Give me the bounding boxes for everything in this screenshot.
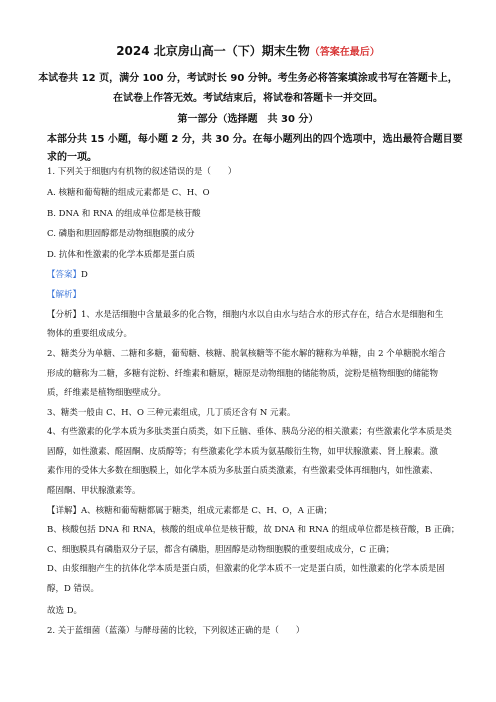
conclusion-line: 故选 D。 [47, 606, 83, 616]
q1-option-d: D. 抗体和性激素的化学本质都是蛋白质 [47, 250, 195, 260]
analysis-line: 3、糖类一般由 C、H、O 三种元素组成，几丁质还含有 N 元素。 [47, 408, 296, 418]
q1-option-a: A. 核糖和葡萄糖的组成元素都是 C、H、O [47, 188, 210, 198]
q1-stem: 1. 下列关于细胞内有机物的叙述错误的是（ ） [47, 167, 237, 177]
detail-line: B、核酸包括 DNA 和 RNA，核酸的组成单位是核苷酸，故 DNA 和 RNA 的组成单位都是核苷酸，B 正确； [47, 525, 460, 535]
analysis-line: 质，纤维素是植物细胞壁成分。 [47, 388, 167, 398]
q1-option-b: B. DNA 和 RNA 的组成单位都是核苷酸 [47, 209, 201, 219]
analysis-line: 2、糖类分为单糖、二糖和多糖，葡萄糖、核糖、脱氧核糖等不能水解的糖称为单糖，由 2 个单糖脱水缩合 [47, 349, 446, 359]
answer-value: D [81, 270, 88, 280]
analysis-line: 【分析】1、水是活细胞中含量最多的化合物，细胞内水以自由水与结合水的形式存在，结合水是细胞和生 [47, 310, 444, 320]
analysis-line: 醛固酮、甲状腺激素等。 [47, 486, 141, 496]
notice-line-2: 在试卷上作答无效。考试结束后，将试卷和答题卡一并交回。 [113, 93, 383, 104]
title-main: 2024 北京房山高一（下）期末生物 [116, 44, 310, 58]
part1-instruction-1: 本部分共 15 小题，每小题 2 分，共 30 分。在每小题列出的四个选项中，选出最符合题目要 [47, 134, 463, 145]
q1-answer [47, 269, 88, 281]
detail-line: D、由浆细胞产生的抗体化学本质是蛋白质，但激素的化学本质不一定是蛋白质，如性激素的化学本质是固 [47, 564, 445, 574]
title-answer-note: （答案在最后） [309, 47, 380, 58]
detail-line: 醇，D 错误。 [47, 584, 100, 594]
q1-option-c: C. 磷脂和胆固醇都是动物细胞膜的成分 [47, 229, 195, 239]
analysis-line: 素作用的受体大多数在细胞膜上，如化学本质为多肽蛋白质类激素，有些激素受体再细胞内，如性激素、 [47, 466, 439, 476]
analysis-line: 形成的糖称为二糖，多糖有淀粉、纤维素和糖原，糖原是动物细胞的储能物质，淀粉是植物细胞的储能物 [47, 369, 439, 379]
analysis-tag: 【解析】 [47, 290, 82, 300]
notice-line-1: 本试卷共 12 页，满分 100 分，考试时长 90 分钟。考生务必将答案填涂或书写在答题卡上， [38, 73, 458, 84]
analysis-line: 4、有些激素的化学本质为多肽类蛋白质类，如下丘脑、垂体、胰岛分泌的相关激素；有些激素化学本质是类 [47, 427, 452, 437]
detail-line: C、细胞膜具有磷脂双分子层，都含有磷脂，胆固醇是动物细胞膜的重要组成成分，C 正确； [47, 545, 395, 555]
analysis-line: 固醇，如性激素、醛固酮、皮质醇等；有些激素化学本质为氨基酸衍生物，如甲状腺激素、肾上腺素。激 [47, 447, 439, 457]
part1-instruction-2: 求的一项。 [47, 152, 97, 163]
detail-line: 【详解】A、核糖和葡萄糖都属于糖类，组成元素都是 C、H、O，A 正确； [47, 506, 333, 516]
page-title [0, 42, 496, 59]
analysis-line: 物体的重要组成成分。 [47, 329, 133, 339]
part1-heading: 第一部分（选择题 共 30 分） [177, 114, 319, 125]
q2-stem: 2. 关于蓝细菌（蓝藻）与酵母菌的比较，下列叙述正确的是（ ） [47, 626, 305, 636]
answer-tag: 【答案】 [47, 270, 82, 280]
